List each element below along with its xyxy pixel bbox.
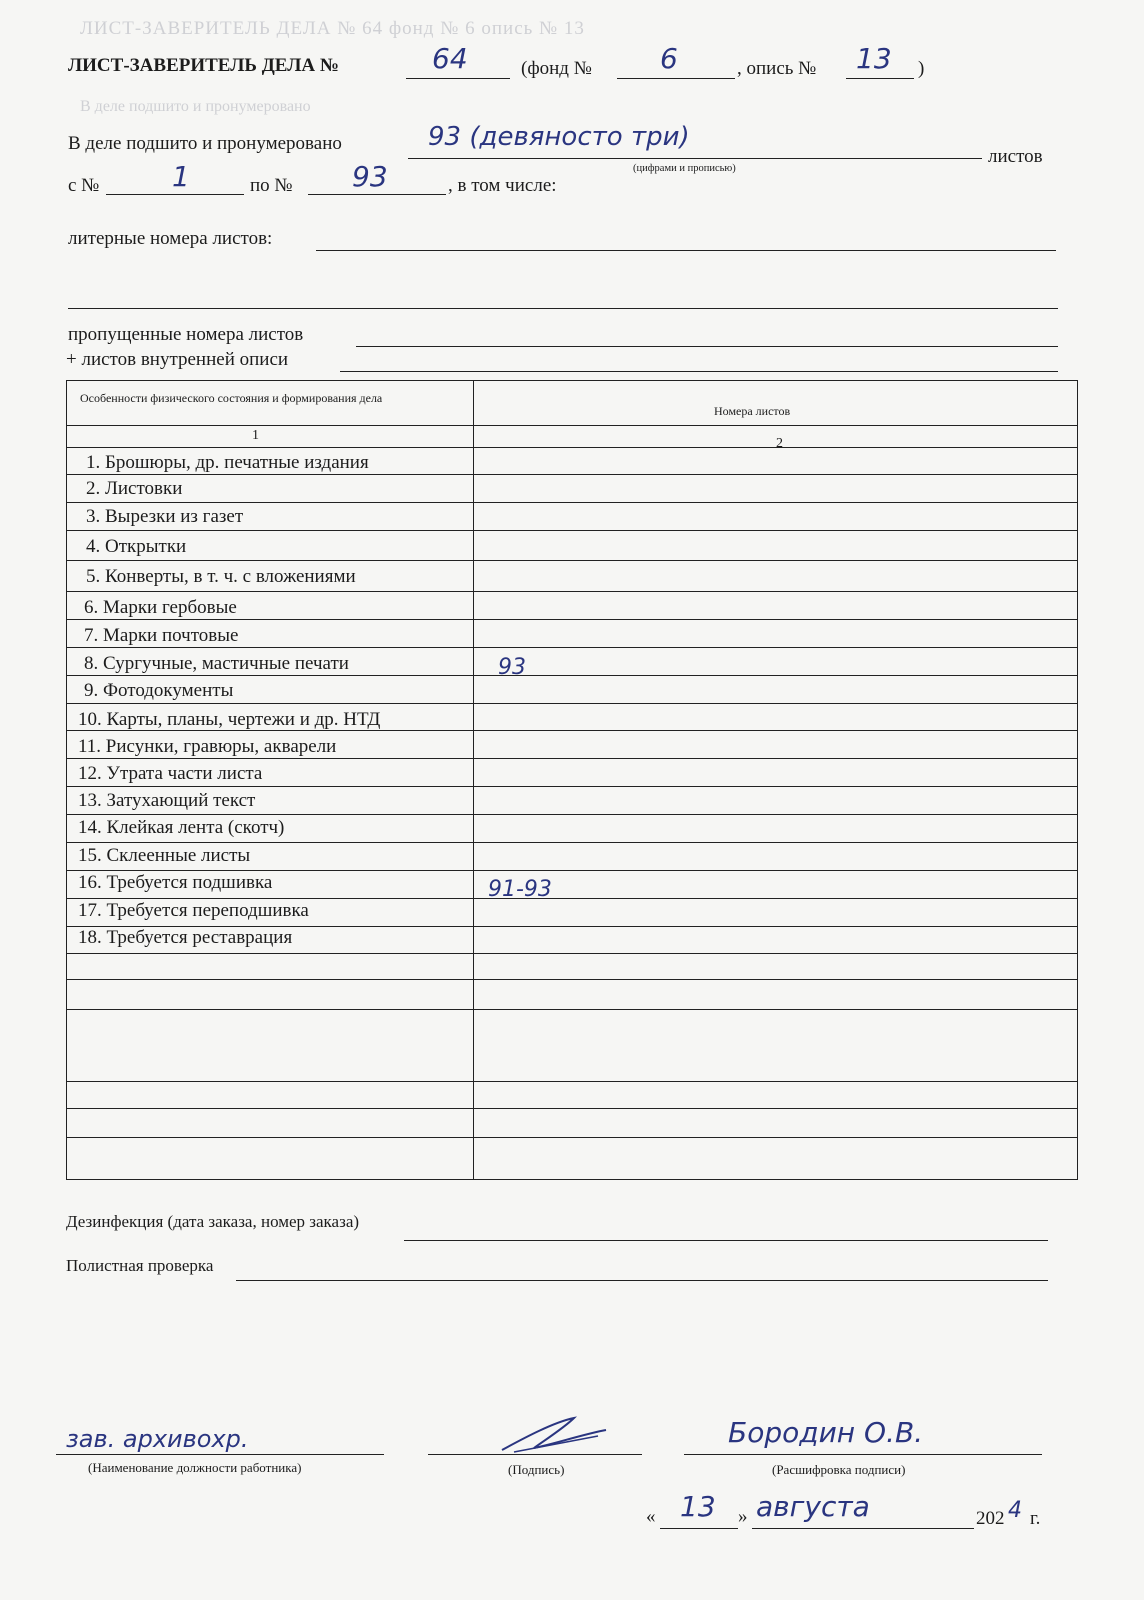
table-row: 5. Конверты, в т. ч. с вложениями (86, 566, 356, 587)
row-divider (67, 1081, 1077, 1082)
row-divider (67, 786, 1077, 787)
inner-inventory-field[interactable] (340, 353, 1058, 372)
row-divider (67, 979, 1077, 980)
table-row: 1. Брошюры, др. печатные издания (86, 452, 369, 473)
count-value: 93 (девяносто три) (428, 122, 690, 152)
row-divider (67, 758, 1077, 759)
count-suffix: листов (988, 146, 1043, 167)
fond-number-value: 6 (660, 42, 678, 75)
table-row: 15. Склеенные листы (78, 845, 251, 866)
name-value: Бородин О.В. (728, 1416, 924, 1449)
from-label: с № (68, 175, 100, 196)
row-divider (67, 619, 1077, 620)
table-row: 11. Рисунки, гравюры, акварели (78, 736, 337, 757)
bleed-through-header: ЛИСТ-ЗАВЕРИТЕЛЬ ДЕЛА № 64 фонд № 6 опись № 13 (80, 18, 585, 39)
table-row: 2. Листовки (86, 478, 183, 499)
date-year-suffix: г. (1030, 1508, 1041, 1529)
number-row-divider (67, 447, 1077, 448)
from-value: 1 (172, 160, 190, 193)
table-row: 8. Сургучные, мастичные печати (84, 653, 349, 674)
table-row: 14. Клейкая лента (скотч) (78, 817, 285, 838)
header-row-divider (67, 425, 1077, 426)
row-divider (67, 814, 1077, 815)
table-row: 12. Утрата части листа (78, 763, 263, 784)
table-column-2-number: 2 (776, 436, 783, 451)
count-hint: (цифрами и прописью) (633, 163, 736, 174)
date-year-digit: 4 (1008, 1498, 1022, 1523)
fond-label: (фонд № (521, 58, 592, 79)
disinfection-label: Дезинфекция (дата заказа, номер заказа) (66, 1212, 360, 1231)
table-row: 10. Карты, планы, чертежи и др. НТД (78, 709, 381, 730)
row-divider (67, 703, 1077, 704)
row-divider (67, 647, 1077, 648)
inner-inventory-label: + листов внутренней описи (66, 349, 289, 370)
row-divider (67, 502, 1077, 503)
row-divider (67, 560, 1077, 561)
row-divider (67, 953, 1077, 954)
date-day-value: 13 (680, 1490, 716, 1523)
name-caption: (Расшифровка подписи) (772, 1462, 906, 1477)
table-row: 18. Требуется реставрация (78, 927, 293, 948)
date-open-quote: « (646, 1506, 656, 1527)
bleed-through-line: В деле подшито и пронумеровано (80, 98, 311, 115)
table-column-1-header: Особенности физического состояния и формирования дела (80, 391, 383, 405)
row-divider (67, 1137, 1077, 1138)
disinfection-field[interactable] (404, 1222, 1048, 1241)
document-title: ЛИСТ-ЗАВЕРИТЕЛЬ ДЕЛА № (68, 55, 339, 76)
letter-numbers-field-2[interactable] (68, 290, 1058, 309)
sheet-check-field[interactable] (236, 1262, 1048, 1281)
table-column-1-number: 1 (252, 428, 259, 443)
row-divider (67, 1009, 1077, 1010)
row-divider (67, 675, 1077, 676)
to-value: 93 (352, 160, 388, 193)
date-year-prefix: 202 (976, 1508, 1005, 1529)
seal-sheets-value: 93 (498, 655, 526, 680)
signature-mark (494, 1408, 614, 1458)
row-divider (67, 591, 1077, 592)
table-row: 3. Вырезки из газет (86, 506, 244, 527)
table-row: 17. Требуется переподшивка (78, 900, 309, 921)
table-row: 13. Затухающий текст (78, 790, 256, 811)
case-number-value: 64 (432, 42, 468, 75)
signature-caption: (Подпись) (508, 1462, 565, 1477)
table-row: 16. Требуется подшивка (78, 872, 273, 893)
table-row: 4. Открытки (86, 536, 187, 557)
missing-numbers-label: пропущенные номера листов (68, 324, 304, 345)
stitching-sheets-value: 91-93 (488, 877, 552, 902)
table-column-2-header: Номера листов (714, 404, 791, 418)
count-label: В деле подшито и пронумеровано (68, 133, 342, 154)
row-divider (67, 1108, 1077, 1109)
letter-numbers-label: литерные номера листов: (68, 228, 273, 249)
row-divider (67, 842, 1077, 843)
sheet-check-label: Полистная проверка (66, 1256, 214, 1275)
row-divider (67, 898, 1077, 899)
position-value: зав. архивохр. (66, 1425, 249, 1453)
column-divider (473, 381, 474, 1179)
table-row: 6. Марки гербовые (84, 597, 237, 618)
date-month-value: августа (756, 1490, 870, 1523)
missing-numbers-field[interactable] (356, 328, 1058, 347)
table-row: 9. Фотодокументы (84, 680, 234, 701)
opis-label: , опись № (737, 58, 817, 79)
row-divider (67, 530, 1077, 531)
row-divider (67, 474, 1077, 475)
including-label: , в том числе: (448, 175, 557, 196)
opis-close-paren: ) (918, 58, 925, 79)
position-caption: (Наименование должности работника) (88, 1460, 302, 1475)
letter-numbers-field[interactable] (316, 232, 1056, 251)
to-label: по № (250, 175, 293, 196)
opis-number-value: 13 (856, 42, 892, 75)
row-divider (67, 870, 1077, 871)
table-row: 7. Марки почтовые (84, 625, 239, 646)
date-close-quote: » (738, 1506, 748, 1527)
